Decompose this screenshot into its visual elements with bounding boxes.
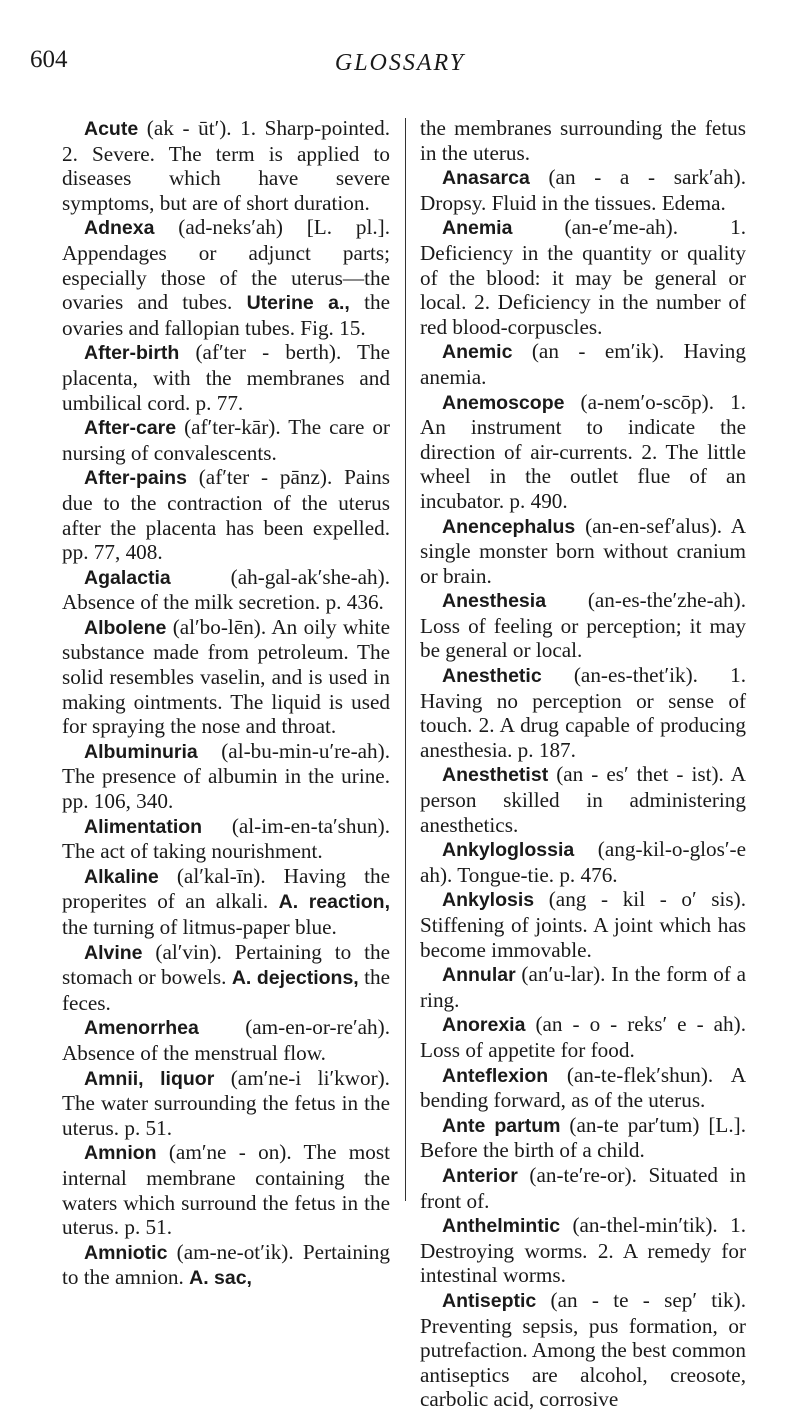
entry-definition: (al′bo-lēn). An oily white substance made from petroleum. The solid resembles vaselin, and is used in making ointments. The liquid is used for spraying the nose and throat.	[62, 614, 390, 739]
glossary-entry	[62, 739, 390, 814]
entry-term: Ankylosis	[442, 889, 535, 912]
entry-definition: (ang - kil - o′ sis). Stiffening of joints. A joint which has become immovable.	[420, 887, 746, 962]
entry-term: Anesthesia	[442, 590, 547, 613]
entry-definition: (am-en-or-re′ah). Absence of the menstrual flow.	[62, 1015, 390, 1065]
glossary-entry	[420, 1163, 746, 1213]
glossary-entry	[420, 663, 746, 762]
glossary-entry	[420, 588, 746, 663]
entry-term: Alkaline	[84, 865, 159, 888]
entry-subterm: A. reaction,	[278, 891, 390, 914]
entry-definition: (an-te-flek′shun). A bending forward, as of the uterus.	[420, 1062, 746, 1113]
entry-definition: (a-nem′o-scōp). 1. An instrument to indicate the direction of air-currents. 2. The little wheel in the outlet flue of an incubator. p. 490.	[420, 389, 746, 513]
entry-term: After-care	[84, 417, 177, 440]
entry-term: Anesthetist	[442, 764, 549, 787]
glossary-entry	[62, 1240, 390, 1291]
glossary-entry	[420, 165, 746, 215]
entry-term: Amnion	[84, 1142, 157, 1165]
entry-definition: (an-es-thet′ik). 1. Having no perception or sense of touch. 2. A drug capable of producing anesthesia. p. 187.	[420, 663, 746, 762]
glossary-entry	[62, 465, 390, 564]
entry-definition: (an - o - reks′ e - ah). Loss of appetite for food.	[420, 1012, 746, 1062]
entry-definition: (an - a - sark′ah). Dropsy. Fluid in the tissues. Edema.	[420, 165, 746, 215]
glossary-entry	[62, 340, 390, 415]
entry-term: Amniotic	[84, 1241, 168, 1264]
glossary-entry	[62, 565, 390, 615]
running-head: GLOSSARY	[334, 50, 466, 76]
entry-term: Anasarca	[442, 167, 530, 190]
entry-subterm-definition: the ovaries and fallopian tubes. Fig. 15.	[62, 290, 390, 340]
entry-definition: (al′kal-īn). Having the properites of an alkali.	[62, 863, 390, 914]
glossary-entry	[420, 1113, 746, 1163]
entry-term: Ankyloglossia	[442, 839, 575, 862]
glossary-entry	[420, 1063, 746, 1113]
right-column	[420, 116, 746, 1412]
column-rule	[405, 118, 406, 1201]
glossary-entry	[420, 962, 746, 1012]
entry-subterm: Uterine a.,	[246, 292, 350, 315]
glossary-entry	[420, 887, 746, 962]
glossary-entry	[62, 1066, 390, 1141]
entry-term: Antiseptic	[442, 1289, 537, 1312]
entry-term: Albolene	[84, 616, 167, 639]
glossary-entry	[420, 514, 746, 589]
entry-definition: (al′vin). Pertaining to the stomach or bowels.	[62, 939, 390, 990]
glossary-entry	[420, 837, 746, 887]
glossary-entry	[420, 215, 746, 339]
entry-definition: (an-es-the′zhe-ah). Loss of feeling or perception; it may be general or local.	[420, 588, 746, 663]
entry-term: Adnexa	[84, 217, 155, 240]
entry-definition: (al-im-en-ta′shun). The act of taking nourishment.	[62, 813, 390, 864]
glossary-entry	[62, 864, 390, 940]
entry-term: Anemia	[442, 217, 513, 240]
entry-term: After-birth	[84, 342, 180, 365]
entry-term: Annular	[442, 964, 516, 987]
entry-term: Alimentation	[84, 815, 203, 838]
entry-definition: (an - es′ thet - ist). A person skilled in administering anesthetics.	[420, 762, 746, 837]
glossary-entry	[62, 415, 390, 465]
entry-definition: (an-thel-min′tik). 1. Destroying worms. 2. A remedy for intestinal worms.	[420, 1213, 746, 1288]
entry-definition: (an-te′re-or). Situated in front of.	[420, 1162, 746, 1213]
entry-definition: (an-en-sef′alus). A single monster born without cranium or brain.	[420, 513, 746, 588]
entry-term: Amnii, liquor	[84, 1067, 215, 1090]
entry-term: Anemoscope	[442, 391, 565, 414]
entry-term: Amenorrhea	[84, 1017, 199, 1040]
glossary-entry	[420, 1288, 746, 1412]
glossary-entry-continuation: the membranes surrounding the fetus in the uterus.	[420, 116, 746, 165]
entry-definition: (an-te par′tum) [L.]. Before the birth of a child.	[420, 1112, 746, 1163]
entry-subterm-definition: the turning of litmus-paper blue.	[62, 915, 337, 939]
entry-definition: (am′ne - on). The most internal membrane containing the waters which surround the fetus in the uterus. p. 51.	[62, 1140, 390, 1240]
glossary-entry	[62, 940, 390, 1016]
glossary-entry	[420, 339, 746, 389]
entry-term: Alvine	[84, 941, 143, 964]
glossary-entry	[420, 762, 746, 837]
entry-term: Agalactia	[84, 566, 171, 589]
entry-definition: (ad-neks′ah) [L. pl.]. Appendages or adjunct parts; especially those of the uterus—the ovaries and tubes.	[62, 215, 390, 315]
entry-definition: (af′ter - berth). The placenta, with the membranes and umbilical cord. p. 77.	[62, 340, 390, 415]
entry-definition: (af′ter - pānz). Pains due to the contraction of the uterus after the placenta has been expelled. pp. 77, 408.	[62, 465, 390, 565]
entry-subterm: A. sac,	[189, 1267, 252, 1290]
glossary-entry	[420, 1213, 746, 1288]
glossary-entry	[62, 215, 390, 340]
entry-term: Anesthetic	[442, 665, 542, 688]
glossary-entry	[420, 390, 746, 514]
entry-term: Anterior	[442, 1164, 518, 1187]
left-column	[62, 116, 390, 1291]
entry-term: Anencephalus	[442, 515, 576, 538]
entry-definition: (am′ne-i li′kwor). The water surrounding the fetus in the uterus. p. 51.	[62, 1065, 390, 1140]
entry-definition: (an′u-lar). In the form of a ring.	[420, 962, 746, 1012]
entry-definition: (al-bu-min-u′re-ah). The presence of albumin in the urine. pp. 106, 340.	[62, 738, 390, 814]
entry-definition: (an-e′me-ah). 1. Deficiency in the quantity or quality of the blood: it may be general or local. 2. Deficiency in the number of red blood-corpuscles.	[420, 215, 746, 339]
entry-term: Acute	[84, 118, 139, 140]
entry-definition: (ang-kil-o-glos′-e ah). Tongue-tie. p. 476.	[420, 837, 746, 887]
entry-term: Anthelmintic	[442, 1215, 561, 1238]
glossary-entry	[62, 116, 390, 215]
entry-term: Anteflexion	[442, 1064, 549, 1087]
entry-term: Albuminuria	[84, 740, 198, 763]
entry-definition: (ak - ūt′). 1. Sharp-pointed. 2. Severe. The term is applied to diseases which have severe symptoms, but are of short duration.	[62, 116, 390, 215]
page-number: 604	[30, 46, 68, 73]
entry-term: Anemic	[442, 341, 513, 364]
glossary-entry	[62, 1015, 390, 1065]
glossary-entry	[62, 615, 390, 739]
entry-definition: (af′ter-kār). The care or nursing of convalescents.	[62, 415, 390, 465]
entry-definition: (am-ne-ot′ik). Pertaining to the amnion.	[62, 1239, 390, 1290]
entry-term: After-pains	[84, 467, 187, 490]
entry-subterm: A. dejections,	[231, 967, 359, 990]
glossary-entry	[62, 814, 390, 864]
glossary-entry	[420, 1012, 746, 1062]
entry-subterm-definition: the feces.	[62, 965, 390, 1015]
entry-term: Ante partum	[442, 1114, 561, 1137]
entry-definition: (an - em′ik). Having anemia.	[420, 339, 746, 389]
entry-term: Anorexia	[442, 1014, 526, 1037]
entry-definition: (ah-gal-ak′she-ah). Absence of the milk secretion. p. 436.	[62, 564, 390, 615]
entry-definition: (an - te - sep′ tik). Preventing sepsis, pus formation, or putrefaction. Among the best common antiseptics are alcohol, creosote, carbolic acid, corrosive	[420, 1287, 746, 1412]
